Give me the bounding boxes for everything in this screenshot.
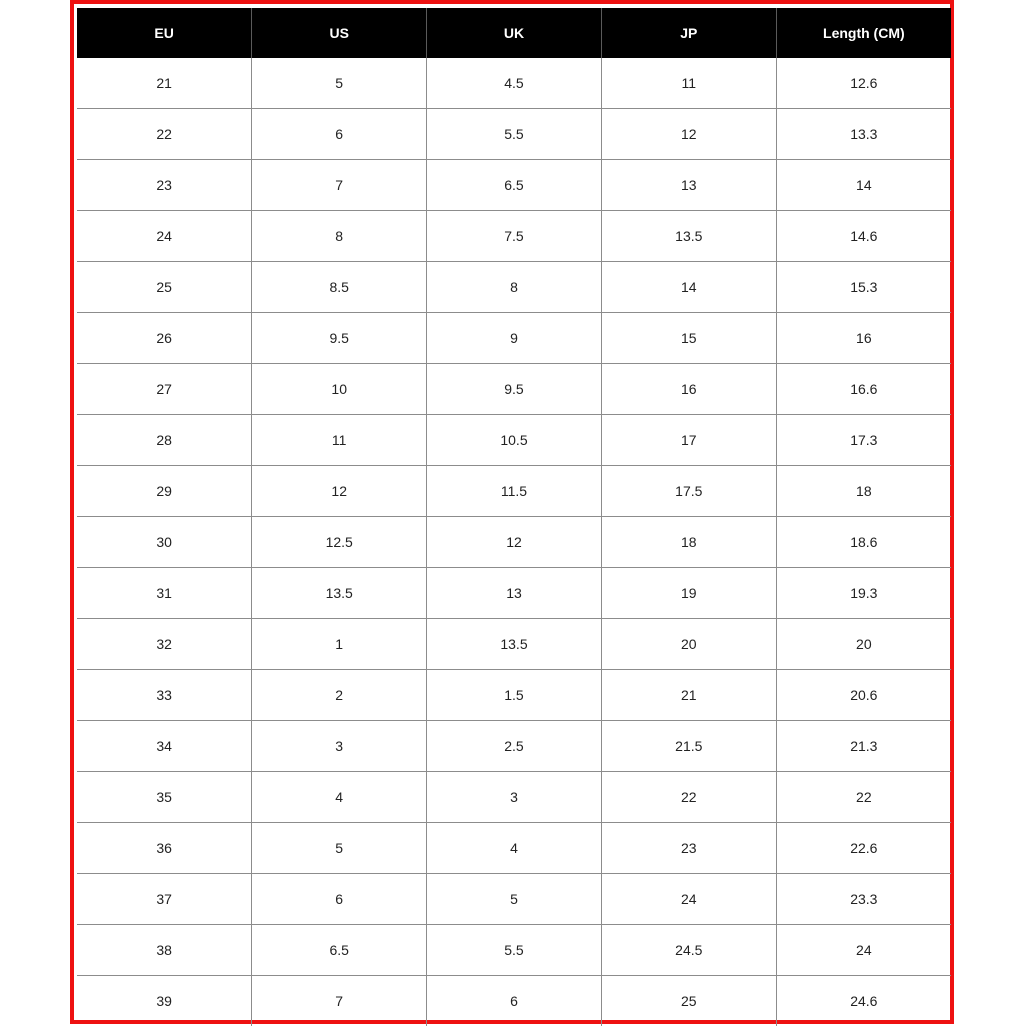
cell-jp: 13 (601, 160, 776, 211)
cell-length: 19.3 (776, 568, 951, 619)
table-row (77, 58, 951, 109)
cell-jp: 24 (601, 874, 776, 925)
cell-uk: 6.5 (427, 160, 602, 211)
cell-us: 12.5 (252, 517, 427, 568)
cell-jp: 19 (601, 568, 776, 619)
cell-jp: 22 (601, 772, 776, 823)
cell-eu: 32 (77, 619, 252, 670)
cell-jp: 20 (601, 619, 776, 670)
cell-eu: 31 (77, 568, 252, 619)
cell-eu: 26 (77, 313, 252, 364)
size-chart-table (77, 8, 951, 1026)
table-row (77, 976, 951, 1026)
table-row (77, 568, 951, 619)
cell-us: 6.5 (252, 925, 427, 976)
cell-length: 20 (776, 619, 951, 670)
cell-length: 22.6 (776, 823, 951, 874)
cell-jp: 24.5 (601, 925, 776, 976)
cell-uk: 5.5 (427, 925, 602, 976)
cell-uk: 11.5 (427, 466, 602, 517)
header-row (77, 8, 951, 58)
cell-us: 8.5 (252, 262, 427, 313)
cell-eu: 23 (77, 160, 252, 211)
column-header-uk: UK (427, 8, 602, 58)
cell-us: 5 (252, 823, 427, 874)
cell-jp: 15 (601, 313, 776, 364)
cell-jp: 18 (601, 517, 776, 568)
cell-jp: 16 (601, 364, 776, 415)
table-row (77, 262, 951, 313)
cell-eu: 25 (77, 262, 252, 313)
cell-jp: 21.5 (601, 721, 776, 772)
cell-length: 14 (776, 160, 951, 211)
table-row (77, 772, 951, 823)
cell-eu: 36 (77, 823, 252, 874)
cell-us: 1 (252, 619, 427, 670)
cell-length: 20.6 (776, 670, 951, 721)
cell-uk: 9.5 (427, 364, 602, 415)
cell-length: 15.3 (776, 262, 951, 313)
cell-uk: 12 (427, 517, 602, 568)
cell-length: 16.6 (776, 364, 951, 415)
cell-uk: 5 (427, 874, 602, 925)
table-row (77, 211, 951, 262)
column-header-jp: JP (601, 8, 776, 58)
table-row (77, 517, 951, 568)
cell-length: 22 (776, 772, 951, 823)
cell-uk: 9 (427, 313, 602, 364)
size-chart-frame (70, 0, 954, 1024)
cell-eu: 30 (77, 517, 252, 568)
cell-us: 10 (252, 364, 427, 415)
cell-us: 5 (252, 58, 427, 109)
cell-uk: 5.5 (427, 109, 602, 160)
table-row (77, 721, 951, 772)
cell-jp: 11 (601, 58, 776, 109)
cell-eu: 22 (77, 109, 252, 160)
cell-length: 18.6 (776, 517, 951, 568)
cell-length: 24 (776, 925, 951, 976)
cell-jp: 17 (601, 415, 776, 466)
cell-uk: 2.5 (427, 721, 602, 772)
table-row (77, 109, 951, 160)
cell-us: 2 (252, 670, 427, 721)
cell-jp: 14 (601, 262, 776, 313)
cell-us: 4 (252, 772, 427, 823)
cell-eu: 38 (77, 925, 252, 976)
cell-us: 7 (252, 976, 427, 1026)
table-row (77, 823, 951, 874)
cell-us: 11 (252, 415, 427, 466)
cell-jp: 17.5 (601, 466, 776, 517)
cell-us: 6 (252, 109, 427, 160)
cell-jp: 21 (601, 670, 776, 721)
table-row (77, 874, 951, 925)
cell-us: 6 (252, 874, 427, 925)
table-row (77, 670, 951, 721)
cell-us: 9.5 (252, 313, 427, 364)
cell-us: 13.5 (252, 568, 427, 619)
cell-length: 13.3 (776, 109, 951, 160)
cell-length: 18 (776, 466, 951, 517)
cell-uk: 4 (427, 823, 602, 874)
table-row (77, 313, 951, 364)
cell-eu: 33 (77, 670, 252, 721)
cell-jp: 25 (601, 976, 776, 1026)
cell-eu: 34 (77, 721, 252, 772)
cell-eu: 29 (77, 466, 252, 517)
cell-uk: 10.5 (427, 415, 602, 466)
cell-us: 12 (252, 466, 427, 517)
cell-eu: 24 (77, 211, 252, 262)
column-header-us: US (252, 8, 427, 58)
table-row (77, 925, 951, 976)
cell-uk: 1.5 (427, 670, 602, 721)
cell-uk: 6 (427, 976, 602, 1026)
table-row (77, 619, 951, 670)
cell-eu: 28 (77, 415, 252, 466)
cell-uk: 13 (427, 568, 602, 619)
cell-eu: 27 (77, 364, 252, 415)
cell-length: 23.3 (776, 874, 951, 925)
cell-jp: 12 (601, 109, 776, 160)
cell-length: 24.6 (776, 976, 951, 1026)
cell-length: 17.3 (776, 415, 951, 466)
cell-us: 3 (252, 721, 427, 772)
cell-uk: 4.5 (427, 58, 602, 109)
table-header (77, 8, 951, 58)
column-header-length: Length (CM) (776, 8, 951, 58)
table-row (77, 415, 951, 466)
table-row (77, 466, 951, 517)
cell-jp: 23 (601, 823, 776, 874)
cell-jp: 13.5 (601, 211, 776, 262)
cell-eu: 39 (77, 976, 252, 1026)
cell-us: 7 (252, 160, 427, 211)
cell-length: 12.6 (776, 58, 951, 109)
table-row (77, 160, 951, 211)
cell-length: 21.3 (776, 721, 951, 772)
cell-length: 16 (776, 313, 951, 364)
cell-us: 8 (252, 211, 427, 262)
table-body (77, 58, 951, 1026)
cell-length: 14.6 (776, 211, 951, 262)
cell-uk: 7.5 (427, 211, 602, 262)
cell-uk: 13.5 (427, 619, 602, 670)
cell-eu: 35 (77, 772, 252, 823)
cell-eu: 21 (77, 58, 252, 109)
column-header-eu: EU (77, 8, 252, 58)
cell-eu: 37 (77, 874, 252, 925)
cell-uk: 3 (427, 772, 602, 823)
cell-uk: 8 (427, 262, 602, 313)
table-row (77, 364, 951, 415)
